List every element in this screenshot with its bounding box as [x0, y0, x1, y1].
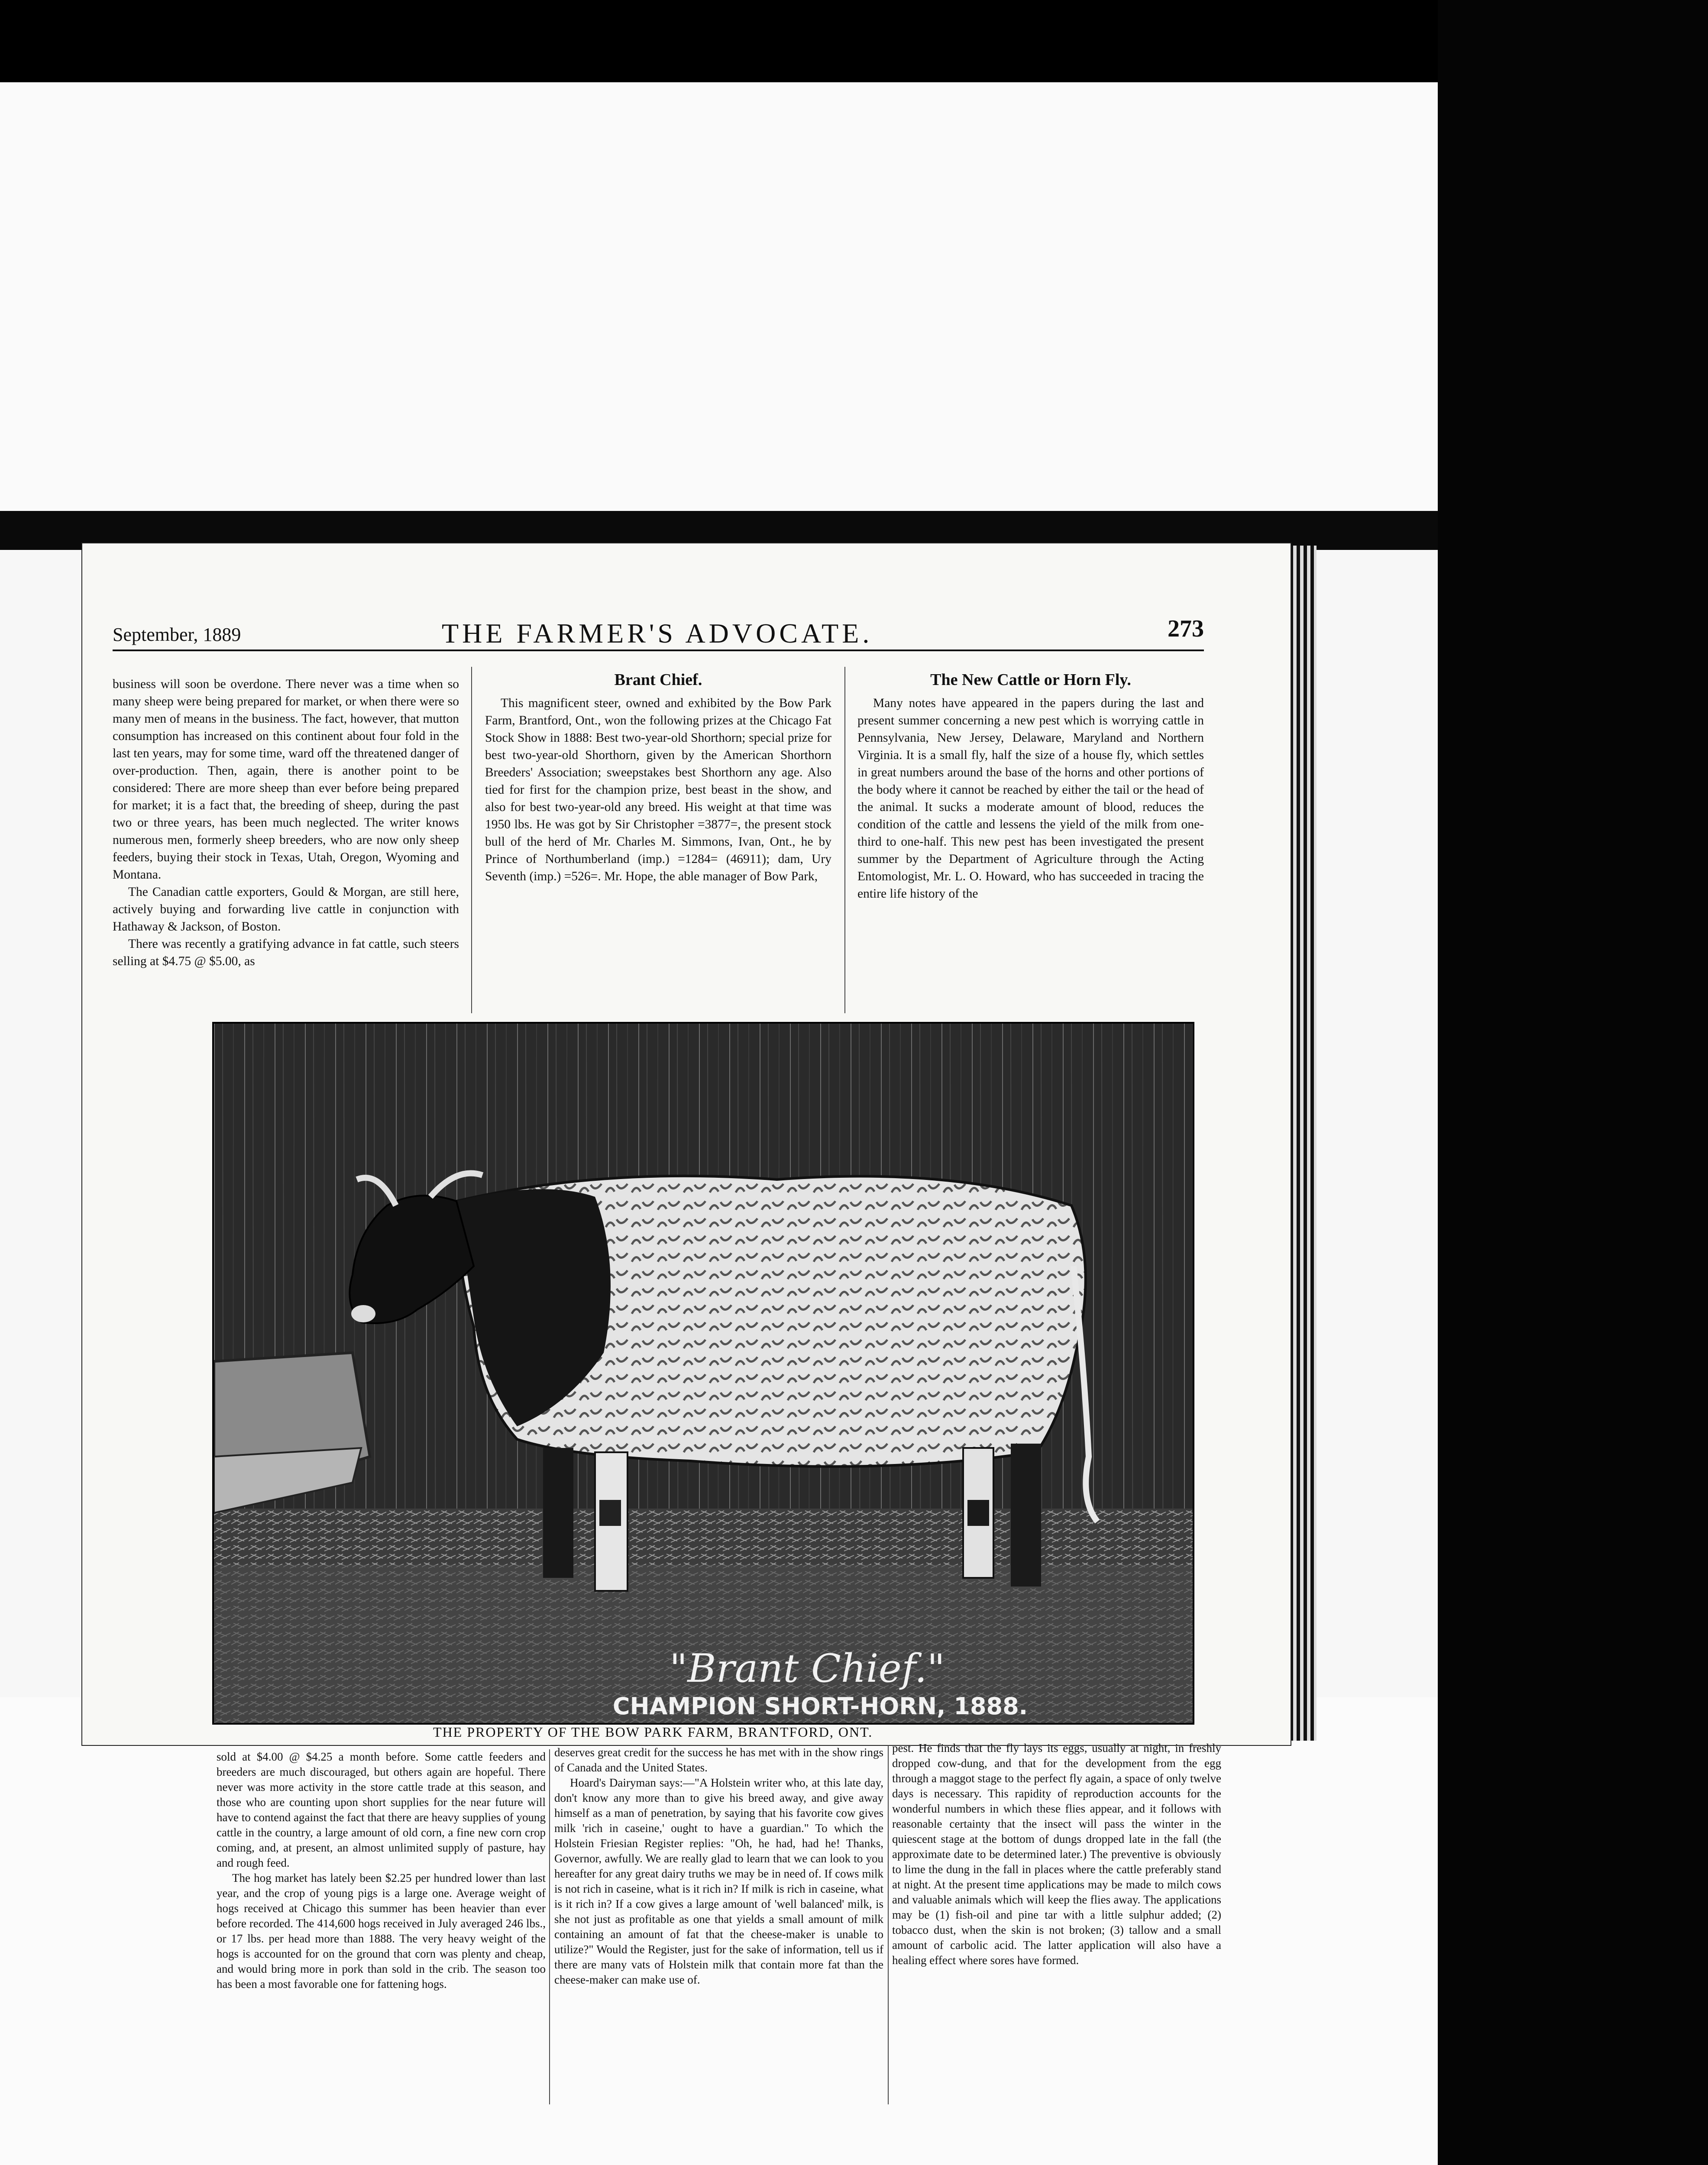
paragraph: business will soon be overdone. There never was a time when so many sheep were being prepared for market, or when there were so many men of means in the business. The fact, however, that mutton consumption has increased on this continent about four fold in the last ten years, may for some time, ward off the threatened danger of over-production. Then, again, there is another point to be considered: There are more sheep than ever before being prepared for market; it is a fact that, the breeding of sheep, during the past two or three years, has been much neglected. The writer knows numerous men, formerly sheep breeders, who are now only sheep feeders, buying their stock in Texas, Utah, Oregon, Wyoming and Montana.: [113, 677, 459, 882]
article-heading: The New Cattle or Horn Fly.: [930, 671, 1131, 689]
column-1-bottom: [217, 1749, 546, 1992]
column-1-top: [113, 675, 459, 1018]
paragraph: Many notes have appeared in the papers during the last and present summer concerning a new pest which is worrying cattle in Pennsylvania, New Jersey, Delaware, Maryland and Northern Virginia. It is a small fly, half the size of a house fly, which settles in great numbers around the base of the horns and other portions of the body where it cannot be reached by either the tail or the head of the animal. It sucks a moderate amount of blood, reduces the condition of the cattle and lessens the yield of the milk from one-third to one-half. This new pest has been investigated the present summer by the Department of Agriculture through the Acting Entomologist, Mr. L. O. Howard, who has succeeded in tracing the entire life history of the: [857, 696, 1204, 901]
column-2-top: [485, 671, 831, 1018]
column-divider: [888, 1745, 889, 2104]
column-3-bottom: [892, 1741, 1221, 1968]
paragraph: The hog market has lately been $2.25 per hundred lower than last year, and the crop of young pigs is a large one. Average weight of hogs received at Chicago this summer has been heavier than ever before recorded. The 414,600 hogs received in July averaged 246 lbs., or 17 lbs. per head more than 1888. The very heavy weight of the hogs is accounted for on the ground that corn was plenty and cheap, and would bring more in pork than sold in the crib. The season too has been a most favorable one for fattening hogs.: [217, 1871, 546, 1991]
engraved-subtitle: CHAMPION SHORT-HORN, 1888.: [612, 1693, 1028, 1720]
paragraph: There was recently a gratifying advance in fat cattle, such steers selling at $4.75 @ $5.00, as: [113, 937, 459, 968]
engraved-title: "Brant Chief.": [670, 1646, 945, 1691]
engraving-brant-chief: [212, 1022, 1194, 1725]
column-2-bottom: [554, 1745, 883, 1987]
figure-caption: THE PROPERTY OF THE BOW PARK FARM, BRANTFORD, ONT.: [433, 1724, 873, 1740]
steer-illustration: [214, 1024, 1193, 1723]
issue-date: September, 1889: [113, 624, 241, 645]
paragraph: pest. He finds that the fly lays its eggs, usually at night, in freshly dropped cow-dung, and that for the development from the egg through a maggot stage to the perfect fly again, a space of only twelve days is necessary. This rapidity of reproduction accounts for the wonderful numbers in which these flies appear, and it follows with reasonable certainty that the insect will pass the winter in the quiescent stage at the bottom of dungs dropped late in the fall (the approximate date to be determined later.) The preventive is obviously to lime the dung in the fall in places where the cattle preferably stand at night. At the present time applications may be made to milch cows and valuable animals which will keep the flies away. The applications may be (1) fish-oil and pine tar with a little sulphur added; (2) tobacco dust, when the skin is not broken; (3) tallow and a small amount of carbolic acid. The latter application will also have a healing effect where sores have formed.: [892, 1742, 1221, 1967]
column-divider: [844, 667, 845, 1013]
paragraph: The Canadian cattle exporters, Gould & Morgan, are still here, actively buying and forwarding live cattle in conjunction with Hathaway & Jackson, of Boston.: [113, 885, 459, 934]
paragraph: deserves great credit for the success he has met with in the show rings of Canada and the United States.: [554, 1746, 883, 1774]
paragraph: sold at $4.00 @ $4.25 a month before. Some cattle feeders and breeders are much discouraged, but others again are hopeful. There never was more activity in the store cattle trade at this season, and those who are counting upon short supplies for the near future will have to contend against the fact that there are heavy supplies of young cattle in the country, a large amount of old corn, a fine new corn crop coming, and, at present, an almost unlimited supply of pasture, hay and rough feed.: [217, 1750, 546, 1869]
column-divider: [471, 667, 472, 1013]
paragraph: Hoard's Dairyman says:—"A Holstein writer who, at this late day, don't know any more than to give his breed away, and give away himself as a man of penetration, by saying that his favorite cow gives milk 'rich in caseine,' ought to have a guardian." To which the Holstein Friesian Register replies: "Oh, he had, had he! Thanks, Governor, awfully. We are really glad to learn that we can look to you hereafter for any great dairy truths we may be in need of. If cows milk is not rich in caseine, what is it rich in? If milk is rich in caseine, what is it rich in? If a cow gives a large amount of 'well balanced' milk, is she not just as profitable as one that yields a small amount of milk containing an amount of fat that the cheese-maker is unable to utilize?" Would the Register, just for the sake of information, tell us if there are many vats of Holstein milk that contain more fat than the cheese-maker can make use of.: [554, 1776, 883, 1986]
column-3-top: [857, 671, 1204, 1018]
page-number: 273: [1168, 615, 1204, 642]
paragraph: This magnificent steer, owned and exhibited by the Bow Park Farm, Brantford, Ont., won the following prizes at the Chicago Fat Stock Show in 1888: Best two-year-old Shorthorn; special prize for best two-year-old Shorthorn, given by the American Shorthorn Breeders' Association; sweepstakes best Shorthorn any age. Also tied for first for the champion prize, best beast in the show, and also for best two-year-old any breed. His weight at that time was 1950 lbs. He was got by Sir Christopher =3877=, the present stock bull of the herd of Mr. Charles M. Simmons, Ivan, Ont., he by Prince of Northumberland (imp.) =1284= (46911); dam, Ury Seventh (imp.) =526=. Mr. Hope, the able manager of Bow Park,: [485, 696, 831, 883]
column-divider: [549, 1749, 550, 2104]
page-header: [113, 615, 1204, 651]
article-heading: Brant Chief.: [614, 671, 702, 689]
scan-right-border: [1438, 0, 1708, 2165]
masthead-title: THE FARMER'S ADVOCATE.: [442, 618, 873, 649]
